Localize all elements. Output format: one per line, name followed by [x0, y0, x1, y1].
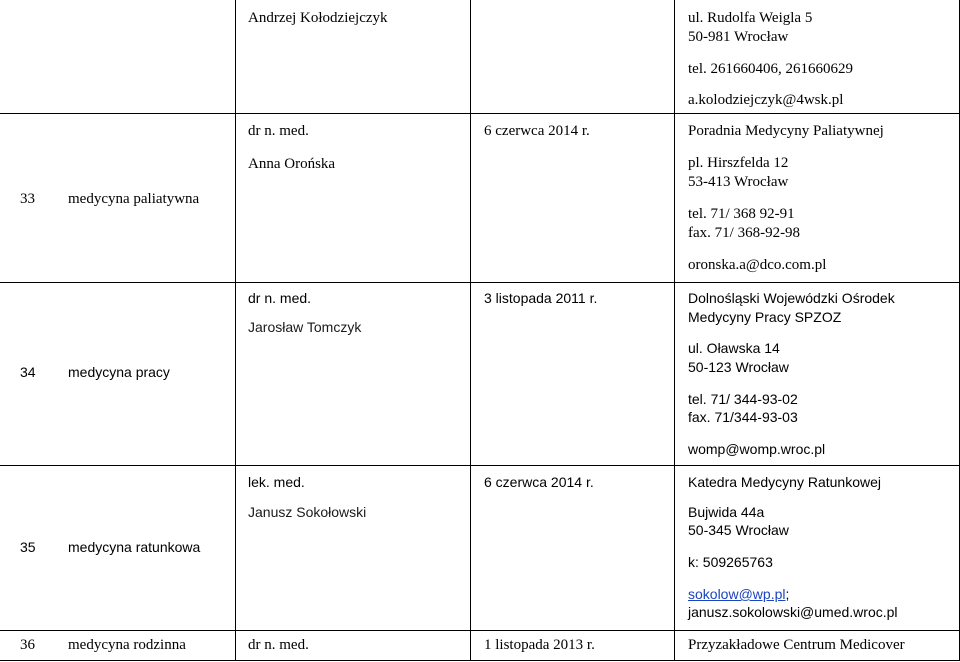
doctor-title: dr n. med.	[248, 637, 309, 653]
address-line: 53-413 Wrocław	[688, 174, 789, 190]
specialty: medycyna rodzinna	[68, 637, 186, 653]
address-line: ul. Oławska 14	[688, 340, 780, 356]
institution: Dolnośląski Wojewódzki Ośrodek	[688, 290, 895, 306]
institution: Katedra Medycyny Ratunkowej	[688, 474, 881, 490]
row-number: 36	[20, 637, 35, 653]
row-number: 35	[20, 539, 36, 555]
doctor-title: dr n. med.	[248, 290, 312, 306]
phone-number: tel. 71/ 344-93-02	[688, 391, 798, 407]
address-line: 50-345 Wrocław	[688, 522, 789, 538]
address-line: 50-981 Wrocław	[688, 29, 789, 45]
address-line: 50-123 Wrocław	[688, 359, 789, 375]
address-line: ul. Rudolfa Weigla 5	[688, 10, 813, 26]
fax-number: fax. 71/344-93-03	[688, 409, 798, 425]
appointment-date: 1 listopada 2013 r.	[484, 637, 595, 653]
specialty: medycyna paliatywna	[68, 191, 200, 207]
doctor-title: lek. med.	[248, 474, 305, 490]
institution: Poradnia Medycyny Paliatywnej	[688, 123, 884, 139]
phone-number: tel. 261660406, 261660629	[688, 61, 853, 77]
fax-number: fax. 71/ 368-92-98	[688, 225, 801, 241]
appointment-date: 6 czerwca 2014 r.	[484, 474, 594, 490]
email-text: oronska.a@dco.com.pl	[688, 257, 827, 273]
row-divider	[0, 660, 960, 661]
institution: Przyzakładowe Centrum Medicover	[688, 637, 905, 653]
appointment-date: 6 czerwca 2014 r.	[484, 123, 590, 139]
email-line	[688, 585, 789, 603]
institution: Medycyny Pracy SPZOZ	[688, 309, 842, 325]
specialty: medycyna pracy	[68, 364, 170, 380]
row-divider	[0, 113, 960, 114]
row-number: 34	[20, 364, 36, 380]
row-divider	[0, 282, 960, 283]
email-text: a.kolodziejczyk@4wsk.pl	[688, 92, 844, 108]
doctor-title: dr n. med.	[248, 123, 309, 139]
doctor-name: Anna Orońska	[248, 156, 336, 172]
email-separator: ;	[785, 586, 790, 602]
specialty: medycyna ratunkowa	[68, 539, 201, 555]
appointment-date: 3 listopada 2011 r.	[484, 290, 598, 306]
column-divider	[235, 0, 236, 661]
doctor-name: Janusz Sokołowski	[248, 504, 367, 520]
doctor-name: Andrzej Kołodziejczyk	[248, 10, 388, 26]
column-divider	[470, 0, 471, 661]
phone-number: k: 509265763	[688, 554, 773, 570]
address-line: pl. Hirszfelda 12	[688, 155, 789, 171]
doctor-name: Jarosław Tomczyk	[248, 319, 362, 335]
row-divider	[0, 465, 960, 466]
email-text: janusz.sokolowski@umed.wroc.pl	[688, 604, 898, 620]
phone-number: tel. 71/ 368 92-91	[688, 206, 795, 222]
row-number: 33	[20, 191, 35, 207]
address-line: Bujwida 44a	[688, 504, 765, 520]
row-divider	[0, 630, 960, 631]
email-link[interactable]: sokolow@wp.pl	[688, 586, 786, 602]
email-text: womp@womp.wroc.pl	[688, 441, 826, 457]
column-divider	[674, 0, 675, 661]
